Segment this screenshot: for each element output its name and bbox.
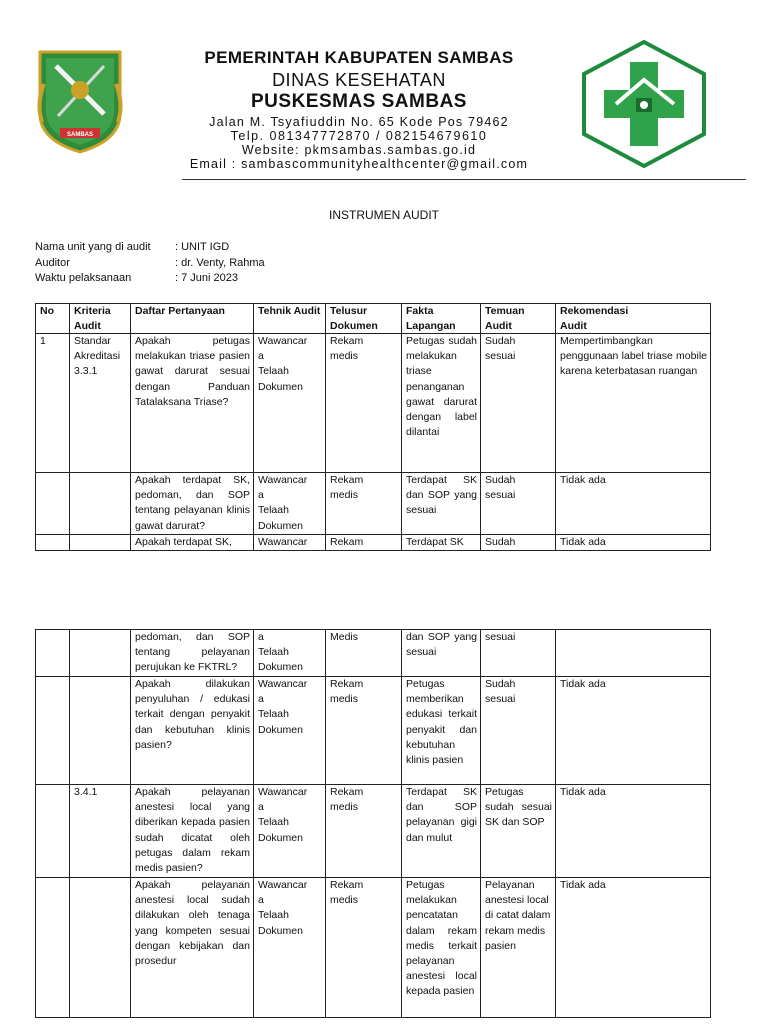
cell-fakta: Terdapat SK — [402, 535, 481, 551]
cell-kriteria — [70, 878, 131, 1018]
letterhead — [34, 34, 712, 182]
cell-rekomendasi: Mempertimbangkan penggunaan label triase mobile karena keterbatasan ruangan — [556, 334, 711, 473]
cell-telusur: Rekam medis — [326, 473, 402, 535]
meta-row-unit — [35, 240, 265, 256]
meta-label: Auditor — [35, 256, 70, 269]
cell-pertanyaan: Apakah terdapat SK, pedoman, dan SOP tentang pelayanan klinis gawat darurat? — [131, 473, 254, 535]
cell-no — [36, 677, 70, 785]
letterhead-address: Jalan M. Tsyafiuddin No. 65 Kode Pos 79462 — [209, 115, 509, 129]
header-no: No — [36, 304, 70, 334]
cell-pertanyaan: Apakah pelayanan anestesi local yang diberikan kepada pasien sudah dicatat oleh petugas dalam rekam medis pasien? — [131, 785, 254, 878]
table-row — [36, 535, 711, 551]
cell-kriteria: 3.4.1 — [70, 785, 131, 878]
meta-row-date — [35, 271, 265, 287]
cell-fakta: Terdapat SK dan SOP pelayanan gigi dan mulut — [402, 785, 481, 878]
cell-fakta: dan SOP yang sesuai — [402, 630, 481, 677]
puskesmas-logo-icon — [576, 38, 712, 170]
cell-telusur: Rekam medis — [326, 785, 402, 878]
table-header-row — [36, 304, 711, 334]
letterhead-line-agency: DINAS KESEHATAN — [272, 70, 446, 90]
cell-kriteria — [70, 473, 131, 535]
audit-table-page-2 — [35, 629, 711, 1018]
cell-temuan: Petugas sudah sesuai SK dan SOP — [481, 785, 556, 878]
cell-kriteria — [70, 677, 131, 785]
cell-tehnik: Wawancar a Telaah Dokumen — [254, 785, 326, 878]
header-pertanyaan: Daftar Pertanyaan — [131, 304, 254, 334]
cell-rekomendasi — [556, 630, 711, 677]
audit-table-page-1 — [35, 303, 711, 551]
cell-temuan: Pelayanan anestesi local di catat dalam rekam medis pasien — [481, 878, 556, 1018]
meta-value: : 7 Juni 2023 — [175, 272, 238, 284]
table-row — [36, 334, 711, 473]
cell-tehnik: Wawancar a Telaah Dokumen — [254, 334, 326, 473]
cell-fakta: Terdapat SK dan SOP yang sesuai — [402, 473, 481, 535]
header-tehnik: Tehnik Audit — [254, 304, 326, 334]
header-rekomendasi: Rekomendasi Audit — [556, 304, 711, 334]
letterhead-website: Website: pkmsambas.sambas.go.id — [241, 143, 477, 157]
svg-text:SAMBAS: SAMBAS — [66, 132, 94, 138]
cell-rekomendasi: Tidak ada — [556, 878, 711, 1018]
cell-no — [36, 878, 70, 1018]
meta-value: : UNIT IGD — [175, 241, 230, 253]
table-row — [36, 785, 711, 878]
letterhead-phone: Telp. 081347772870 / 082154679610 — [230, 129, 488, 143]
header-kriteria: Kriteria Audit — [70, 304, 131, 334]
letterhead-line-institution: PUSKESMAS SAMBAS — [251, 91, 467, 112]
cell-temuan: Sudah — [481, 535, 556, 551]
letterhead-email: Email : sambascommunityhealthcenter@gmail.com — [189, 157, 529, 171]
cell-rekomendasi: Tidak ada — [556, 535, 711, 551]
cell-tehnik: Wawancar a Telaah Dokumen — [254, 473, 326, 535]
cell-rekomendasi: Tidak ada — [556, 677, 711, 785]
cell-temuan: sesuai — [481, 630, 556, 677]
cell-no — [36, 473, 70, 535]
table-row — [36, 630, 711, 677]
cell-kriteria: Standar Akreditasi 3.3.1 — [70, 334, 131, 473]
cell-temuan: Sudah sesuai — [481, 334, 556, 473]
header-telusur: Telusur Dokumen — [326, 304, 402, 334]
cell-no — [36, 785, 70, 878]
meta-value: : dr. Venty, Rahma — [175, 256, 265, 269]
table-row — [36, 878, 711, 1018]
letterhead-line-government: PEMERINTAH KABUPATEN SAMBAS — [204, 48, 514, 67]
cell-temuan: Sudah sesuai — [481, 473, 556, 535]
cell-tehnik: Wawancar a Telaah Dokumen — [254, 677, 326, 785]
audit-meta — [35, 240, 265, 287]
cell-tehnik: a Telaah Dokumen — [254, 630, 326, 677]
cell-no — [36, 630, 70, 677]
document-title: INSTRUMEN AUDIT — [328, 208, 439, 222]
table-row — [36, 677, 711, 785]
cell-telusur: Rekam medis — [326, 677, 402, 785]
cell-fakta: Petugas memberikan edukasi terkait penyakit dan kebutuhan klinis pasien — [402, 677, 481, 785]
cell-telusur: Rekam medis — [326, 334, 402, 473]
cell-fakta: Petugas sudah melakukan triase penanganan gawat darurat dengan label dilantai — [402, 334, 481, 473]
cell-telusur: Rekam — [326, 535, 402, 551]
cell-telusur: Medis — [326, 630, 402, 677]
cell-pertanyaan: Apakah dilakukan penyuluhan / edukasi terkait dengan penyakit dan kebutuhan klinis pasien? — [131, 677, 254, 785]
cell-pertanyaan: Apakah pelayanan anestesi local sudah dilakukan oleh tenaga yang kompeten sesuai dengan kebijakan dan prosedur — [131, 878, 254, 1018]
cell-temuan: Sudah sesuai — [481, 677, 556, 785]
cell-pertanyaan: pedoman, dan SOP tentang pelayanan perujukan ke FKTRL? — [131, 630, 254, 677]
cell-no: 1 — [36, 334, 70, 473]
cell-rekomendasi: Tidak ada — [556, 473, 711, 535]
cell-tehnik: Wawancar a Telaah Dokumen — [254, 878, 326, 1018]
header-temuan: Temuan Audit — [481, 304, 556, 334]
cell-telusur: Rekam medis — [326, 878, 402, 1018]
cell-pertanyaan: Apakah terdapat SK, — [131, 535, 254, 551]
cell-kriteria — [70, 535, 131, 551]
cell-fakta: Petugas melakukan pencatatan dalam rekam medis terkait pelayanan anestesi local kepada pasien — [402, 878, 481, 1018]
cell-kriteria — [70, 630, 131, 677]
sambas-regency-emblem-icon — [34, 44, 126, 156]
cell-rekomendasi: Tidak ada — [556, 785, 711, 878]
meta-label: Nama unit yang di audit — [35, 241, 151, 253]
cell-pertanyaan: Apakah petugas melakukan triase pasien gawat darurat sesuai dengan Panduan Tatalaksana Triase? — [131, 334, 254, 473]
cell-no — [36, 535, 70, 551]
cell-tehnik: Wawancar — [254, 535, 326, 551]
meta-row-auditor — [35, 256, 265, 272]
letterhead-divider — [182, 179, 746, 180]
table-row — [36, 473, 711, 535]
header-fakta: Fakta Lapangan — [402, 304, 481, 334]
meta-label: Waktu pelaksanaan — [35, 272, 132, 284]
